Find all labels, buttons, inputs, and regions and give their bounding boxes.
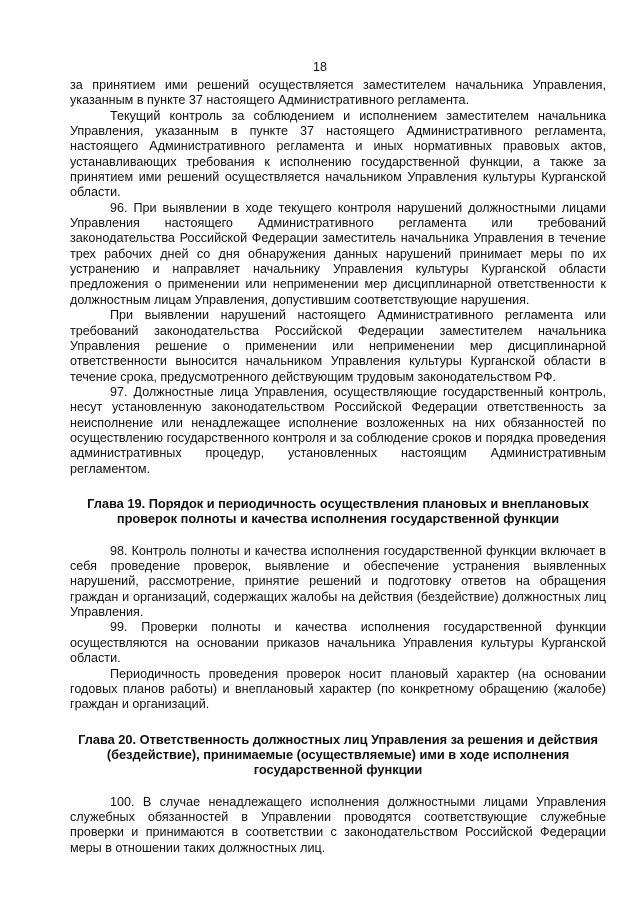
- paragraph-99: 99. Проверки полноты и качества исполнения государственной функции осуществляются на основании приказов начальника Управления культуры Курганской области.: [70, 620, 606, 666]
- chapter-19-title: Глава 19. Порядок и периодичность осуществления плановых и внеплановых проверок полноты и качества исполнения государственной функции: [87, 495, 589, 527]
- paragraph-100: 100. В случае ненадлежащего исполнения должностными лицами Управления служебных обязанностей в Управлении проводятся соответствующие служебные проверки и принимаются в соответствии с законодательством Российской Федерации меры в отношении таких должностных лиц.: [70, 794, 606, 855]
- paragraph-current-control: Текущий контроль за соблюдением и исполнением заместителем начальника Управления, указанным в пункте 37 настоящего Административного регламента, настоящего Административного регламента и иных нормативных правовых актов, устанавливающих требования к исполнению государственной функции, а также за принятием ими решений осуществляется начальником Управления культуры Курганской области.: [70, 108, 606, 200]
- paragraph-98: 98. Контроль полноты и качества исполнения государственной функции включает в себя проведение проверок, выявление и обеспечение устранения выявленных нарушений, рассмотрение, принятие решений и подготовку ответов на обращения граждан и организаций, содержащих жалобы на действия (бездействие) должностных лиц Управления.: [70, 543, 606, 620]
- paragraph-violations: При выявлении нарушений настоящего Административного регламента или требований законодательства Российской Федерации заместителем начальника Управления решение о применении или неприменении мер дисциплинарной ответственности выносится начальником Управления культуры Курганской области в течение срока, предусмотренного действующим трудовым законодательством РФ.: [70, 308, 606, 384]
- paragraph-96: 96. При выявлении в ходе текущего контроля нарушений должностными лицами Управления настоящего Административного регламента или требований законодательства Российской Федерации заместитель начальника Управления в течение трех рабочих дней со дня обнаружения данных нарушений принимает меры по их устранению и направляет начальнику Управления культуры Курганской области предложения о применении или неприменении мер дисциплинарной ответственности к должностным лицам Управления, допустившим соответствующие нарушения.: [70, 200, 606, 307]
- page-number: 18: [313, 60, 327, 74]
- paragraph-continuation: за принятием ими решений осуществляется заместителем начальника Управления, указанным в пункте 37 настоящего Административного регламента.: [70, 78, 606, 108]
- paragraph-97: 97. Должностные лица Управления, осуществляющие государственный контроль, несут установленную законодательством Российской Федерации ответственность за неисполнение или ненадлежащее исполнение возложенных на них обязанностей по осуществлению государственного контроля и за соблюдение сроков и порядка проведения административных процедур, установленных настоящим Административным регламентом.: [70, 384, 606, 476]
- document-body: [70, 78, 606, 856]
- paragraph-periodicity: Периодичность проведения проверок носит плановый характер (на основании годовых планов работы) и внеплановый характер (по конкретному обращению (жалобе) граждан и организаций.: [70, 666, 606, 712]
- chapter-20-title: Глава 20. Ответственность должностных лиц Управления за решения и действия (бездействие), принимаемые (осуществляемые) ими в ходе исполнения государственной функции: [78, 731, 598, 778]
